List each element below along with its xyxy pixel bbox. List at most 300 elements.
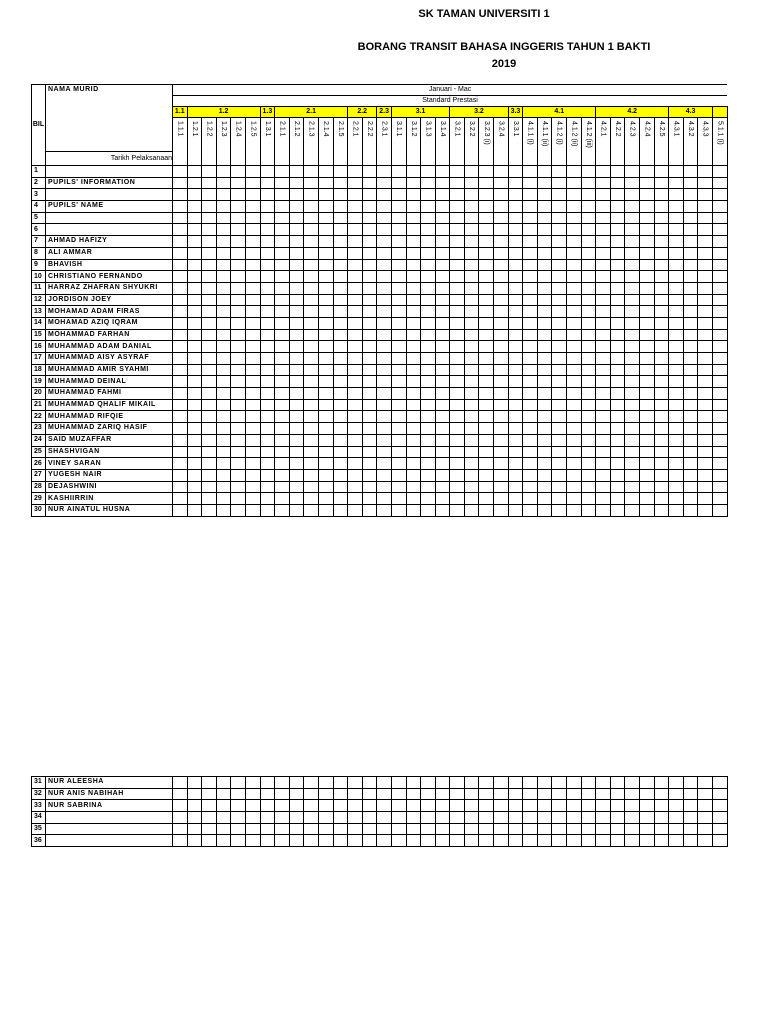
score-cell[interactable]: [567, 458, 582, 470]
score-cell[interactable]: [625, 411, 640, 423]
score-cell[interactable]: [610, 446, 625, 458]
score-cell[interactable]: [479, 823, 494, 835]
score-cell[interactable]: [377, 504, 392, 516]
score-cell[interactable]: [289, 823, 304, 835]
score-cell[interactable]: [625, 364, 640, 376]
score-cell[interactable]: [596, 271, 611, 283]
score-cell[interactable]: [348, 306, 363, 318]
score-cell[interactable]: [348, 177, 363, 189]
score-cell[interactable]: [698, 458, 713, 470]
score-cell[interactable]: [640, 504, 655, 516]
score-cell[interactable]: [304, 212, 319, 224]
score-cell[interactable]: [202, 259, 217, 271]
score-cell[interactable]: [479, 282, 494, 294]
score-cell[interactable]: [464, 177, 479, 189]
score-cell[interactable]: [216, 399, 231, 411]
score-cell[interactable]: [610, 504, 625, 516]
score-cell[interactable]: [406, 434, 421, 446]
score-cell[interactable]: [610, 317, 625, 329]
score-cell[interactable]: [202, 201, 217, 213]
score-cell[interactable]: [683, 504, 698, 516]
score-cell[interactable]: [537, 259, 552, 271]
score-cell[interactable]: [231, 788, 246, 800]
score-cell[interactable]: [260, 353, 275, 365]
score-cell[interactable]: [289, 458, 304, 470]
score-cell[interactable]: [552, 788, 567, 800]
score-cell[interactable]: [596, 236, 611, 248]
score-cell[interactable]: [464, 423, 479, 435]
score-cell[interactable]: [494, 317, 509, 329]
score-cell[interactable]: [552, 353, 567, 365]
score-cell[interactable]: [173, 282, 188, 294]
score-cell[interactable]: [494, 504, 509, 516]
score-cell[interactable]: [640, 777, 655, 789]
score-cell[interactable]: [698, 259, 713, 271]
score-cell[interactable]: [669, 329, 684, 341]
score-cell[interactable]: [377, 317, 392, 329]
score-cell[interactable]: [683, 177, 698, 189]
score-cell[interactable]: [362, 399, 377, 411]
score-cell[interactable]: [712, 224, 727, 236]
score-cell[interactable]: [698, 166, 713, 178]
score-cell[interactable]: [625, 294, 640, 306]
score-cell[interactable]: [494, 341, 509, 353]
score-cell[interactable]: [245, 812, 260, 824]
score-cell[interactable]: [275, 823, 290, 835]
score-cell[interactable]: [304, 434, 319, 446]
score-cell[interactable]: [377, 376, 392, 388]
score-cell[interactable]: [245, 504, 260, 516]
score-cell[interactable]: [260, 329, 275, 341]
score-cell[interactable]: [567, 282, 582, 294]
score-cell[interactable]: [260, 282, 275, 294]
score-cell[interactable]: [712, 353, 727, 365]
score-cell[interactable]: [333, 399, 348, 411]
score-cell[interactable]: [245, 388, 260, 400]
score-cell[interactable]: [260, 388, 275, 400]
score-cell[interactable]: [216, 823, 231, 835]
score-cell[interactable]: [260, 777, 275, 789]
score-cell[interactable]: [640, 189, 655, 201]
score-cell[interactable]: [567, 189, 582, 201]
score-cell[interactable]: [683, 224, 698, 236]
score-cell[interactable]: [348, 458, 363, 470]
score-cell[interactable]: [187, 493, 202, 505]
score-cell[interactable]: [216, 835, 231, 847]
score-cell[interactable]: [187, 329, 202, 341]
score-cell[interactable]: [173, 504, 188, 516]
score-cell[interactable]: [523, 399, 538, 411]
score-cell[interactable]: [552, 777, 567, 789]
score-cell[interactable]: [508, 399, 523, 411]
score-cell[interactable]: [187, 201, 202, 213]
score-cell[interactable]: [216, 353, 231, 365]
score-cell[interactable]: [625, 423, 640, 435]
score-cell[interactable]: [333, 469, 348, 481]
score-cell[interactable]: [260, 259, 275, 271]
score-cell[interactable]: [479, 376, 494, 388]
score-cell[interactable]: [552, 493, 567, 505]
score-cell[interactable]: [348, 504, 363, 516]
score-cell[interactable]: [581, 364, 596, 376]
score-cell[interactable]: [610, 434, 625, 446]
score-cell[interactable]: [173, 788, 188, 800]
score-cell[interactable]: [683, 481, 698, 493]
score-cell[interactable]: [610, 399, 625, 411]
score-cell[interactable]: [508, 317, 523, 329]
score-cell[interactable]: [610, 364, 625, 376]
score-cell[interactable]: [654, 446, 669, 458]
score-cell[interactable]: [275, 236, 290, 248]
score-cell[interactable]: [610, 788, 625, 800]
score-cell[interactable]: [610, 271, 625, 283]
score-cell[interactable]: [610, 236, 625, 248]
score-cell[interactable]: [362, 493, 377, 505]
score-cell[interactable]: [450, 271, 465, 283]
score-cell[interactable]: [421, 777, 436, 789]
score-cell[interactable]: [552, 446, 567, 458]
score-cell[interactable]: [698, 800, 713, 812]
score-cell[interactable]: [435, 271, 450, 283]
score-cell[interactable]: [304, 411, 319, 423]
score-cell[interactable]: [669, 388, 684, 400]
score-cell[interactable]: [318, 788, 333, 800]
score-cell[interactable]: [508, 446, 523, 458]
score-cell[interactable]: [464, 317, 479, 329]
score-cell[interactable]: [231, 800, 246, 812]
score-cell[interactable]: [683, 469, 698, 481]
score-cell[interactable]: [523, 835, 538, 847]
score-cell[interactable]: [173, 341, 188, 353]
score-cell[interactable]: [377, 282, 392, 294]
score-cell[interactable]: [669, 434, 684, 446]
score-cell[interactable]: [260, 341, 275, 353]
score-cell[interactable]: [406, 812, 421, 824]
score-cell[interactable]: [362, 224, 377, 236]
score-cell[interactable]: [712, 788, 727, 800]
score-cell[interactable]: [581, 341, 596, 353]
score-cell[interactable]: [698, 353, 713, 365]
score-cell[interactable]: [494, 434, 509, 446]
score-cell[interactable]: [494, 201, 509, 213]
score-cell[interactable]: [260, 294, 275, 306]
score-cell[interactable]: [654, 306, 669, 318]
score-cell[interactable]: [333, 481, 348, 493]
score-cell[interactable]: [333, 259, 348, 271]
score-cell[interactable]: [712, 812, 727, 824]
score-cell[interactable]: [318, 282, 333, 294]
score-cell[interactable]: [304, 777, 319, 789]
score-cell[interactable]: [377, 212, 392, 224]
score-cell[interactable]: [683, 341, 698, 353]
score-cell[interactable]: [450, 236, 465, 248]
score-cell[interactable]: [421, 788, 436, 800]
score-cell[interactable]: [187, 388, 202, 400]
score-cell[interactable]: [552, 504, 567, 516]
score-cell[interactable]: [377, 294, 392, 306]
score-cell[interactable]: [304, 317, 319, 329]
score-cell[interactable]: [421, 423, 436, 435]
score-cell[interactable]: [216, 469, 231, 481]
score-cell[interactable]: [202, 376, 217, 388]
score-cell[interactable]: [289, 423, 304, 435]
score-cell[interactable]: [596, 341, 611, 353]
score-cell[interactable]: [464, 835, 479, 847]
score-cell[interactable]: [508, 469, 523, 481]
score-cell[interactable]: [625, 376, 640, 388]
score-cell[interactable]: [683, 376, 698, 388]
score-cell[interactable]: [523, 306, 538, 318]
score-cell[interactable]: [450, 259, 465, 271]
score-cell[interactable]: [318, 201, 333, 213]
score-cell[interactable]: [464, 458, 479, 470]
score-cell[interactable]: [669, 201, 684, 213]
score-cell[interactable]: [406, 236, 421, 248]
score-cell[interactable]: [391, 224, 406, 236]
score-cell[interactable]: [537, 364, 552, 376]
score-cell[interactable]: [216, 236, 231, 248]
score-cell[interactable]: [596, 376, 611, 388]
score-cell[interactable]: [581, 800, 596, 812]
score-cell[interactable]: [260, 423, 275, 435]
score-cell[interactable]: [421, 294, 436, 306]
score-cell[interactable]: [508, 236, 523, 248]
score-cell[interactable]: [654, 800, 669, 812]
score-cell[interactable]: [362, 317, 377, 329]
score-cell[interactable]: [275, 224, 290, 236]
score-cell[interactable]: [187, 481, 202, 493]
score-cell[interactable]: [523, 376, 538, 388]
score-cell[interactable]: [231, 777, 246, 789]
score-cell[interactable]: [712, 469, 727, 481]
score-cell[interactable]: [567, 388, 582, 400]
score-cell[interactable]: [537, 493, 552, 505]
score-cell[interactable]: [245, 294, 260, 306]
score-cell[interactable]: [362, 259, 377, 271]
score-cell[interactable]: [289, 411, 304, 423]
score-cell[interactable]: [712, 201, 727, 213]
score-cell[interactable]: [537, 812, 552, 824]
score-cell[interactable]: [202, 800, 217, 812]
score-cell[interactable]: [406, 788, 421, 800]
score-cell[interactable]: [523, 777, 538, 789]
score-cell[interactable]: [216, 259, 231, 271]
score-cell[interactable]: [333, 189, 348, 201]
score-cell[interactable]: [523, 329, 538, 341]
score-cell[interactable]: [610, 800, 625, 812]
score-cell[interactable]: [640, 481, 655, 493]
score-cell[interactable]: [202, 493, 217, 505]
score-cell[interactable]: [333, 800, 348, 812]
score-cell[interactable]: [640, 388, 655, 400]
score-cell[interactable]: [596, 504, 611, 516]
score-cell[interactable]: [318, 411, 333, 423]
score-cell[interactable]: [187, 224, 202, 236]
score-cell[interactable]: [318, 388, 333, 400]
score-cell[interactable]: [391, 317, 406, 329]
score-cell[interactable]: [610, 423, 625, 435]
score-cell[interactable]: [333, 788, 348, 800]
score-cell[interactable]: [348, 812, 363, 824]
score-cell[interactable]: [421, 411, 436, 423]
score-cell[interactable]: [552, 388, 567, 400]
score-cell[interactable]: [464, 224, 479, 236]
score-cell[interactable]: [377, 177, 392, 189]
score-cell[interactable]: [173, 823, 188, 835]
score-cell[interactable]: [245, 434, 260, 446]
score-cell[interactable]: [596, 388, 611, 400]
score-cell[interactable]: [275, 212, 290, 224]
score-cell[interactable]: [654, 271, 669, 283]
score-cell[interactable]: [508, 812, 523, 824]
score-cell[interactable]: [202, 353, 217, 365]
score-cell[interactable]: [377, 399, 392, 411]
score-cell[interactable]: [596, 423, 611, 435]
score-cell[interactable]: [289, 504, 304, 516]
score-cell[interactable]: [275, 271, 290, 283]
score-cell[interactable]: [508, 329, 523, 341]
score-cell[interactable]: [712, 282, 727, 294]
score-cell[interactable]: [625, 189, 640, 201]
score-cell[interactable]: [669, 446, 684, 458]
score-cell[interactable]: [304, 329, 319, 341]
score-cell[interactable]: [318, 294, 333, 306]
score-cell[interactable]: [421, 271, 436, 283]
score-cell[interactable]: [669, 399, 684, 411]
score-cell[interactable]: [537, 481, 552, 493]
score-cell[interactable]: [523, 446, 538, 458]
score-cell[interactable]: [640, 458, 655, 470]
score-cell[interactable]: [464, 446, 479, 458]
score-cell[interactable]: [450, 247, 465, 259]
score-cell[interactable]: [362, 835, 377, 847]
score-cell[interactable]: [640, 823, 655, 835]
score-cell[interactable]: [173, 247, 188, 259]
score-cell[interactable]: [712, 259, 727, 271]
score-cell[interactable]: [421, 376, 436, 388]
score-cell[interactable]: [187, 177, 202, 189]
score-cell[interactable]: [173, 212, 188, 224]
score-cell[interactable]: [435, 166, 450, 178]
score-cell[interactable]: [173, 458, 188, 470]
score-cell[interactable]: [596, 212, 611, 224]
score-cell[interactable]: [508, 306, 523, 318]
score-cell[interactable]: [537, 224, 552, 236]
score-cell[interactable]: [669, 376, 684, 388]
score-cell[interactable]: [173, 812, 188, 824]
score-cell[interactable]: [523, 189, 538, 201]
score-cell[interactable]: [712, 317, 727, 329]
score-cell[interactable]: [421, 458, 436, 470]
score-cell[interactable]: [304, 788, 319, 800]
score-cell[interactable]: [216, 247, 231, 259]
score-cell[interactable]: [610, 282, 625, 294]
score-cell[interactable]: [202, 282, 217, 294]
score-cell[interactable]: [596, 353, 611, 365]
score-cell[interactable]: [640, 493, 655, 505]
score-cell[interactable]: [289, 212, 304, 224]
score-cell[interactable]: [260, 364, 275, 376]
score-cell[interactable]: [231, 353, 246, 365]
score-cell[interactable]: [450, 329, 465, 341]
score-cell[interactable]: [581, 201, 596, 213]
score-cell[interactable]: [318, 364, 333, 376]
score-cell[interactable]: [537, 294, 552, 306]
score-cell[interactable]: [450, 212, 465, 224]
score-cell[interactable]: [202, 236, 217, 248]
score-cell[interactable]: [596, 294, 611, 306]
score-cell[interactable]: [669, 493, 684, 505]
score-cell[interactable]: [567, 236, 582, 248]
score-cell[interactable]: [494, 236, 509, 248]
score-cell[interactable]: [406, 294, 421, 306]
score-cell[interactable]: [625, 282, 640, 294]
score-cell[interactable]: [567, 434, 582, 446]
score-cell[interactable]: [552, 800, 567, 812]
score-cell[interactable]: [552, 364, 567, 376]
score-cell[interactable]: [552, 423, 567, 435]
score-cell[interactable]: [187, 317, 202, 329]
score-cell[interactable]: [348, 399, 363, 411]
score-cell[interactable]: [245, 823, 260, 835]
score-cell[interactable]: [362, 201, 377, 213]
score-cell[interactable]: [421, 469, 436, 481]
score-cell[interactable]: [333, 271, 348, 283]
score-cell[interactable]: [173, 271, 188, 283]
score-cell[interactable]: [245, 376, 260, 388]
score-cell[interactable]: [610, 812, 625, 824]
score-cell[interactable]: [289, 341, 304, 353]
score-cell[interactable]: [187, 166, 202, 178]
score-cell[interactable]: [698, 212, 713, 224]
score-cell[interactable]: [596, 364, 611, 376]
score-cell[interactable]: [610, 224, 625, 236]
score-cell[interactable]: [275, 493, 290, 505]
score-cell[interactable]: [275, 800, 290, 812]
score-cell[interactable]: [698, 823, 713, 835]
score-cell[interactable]: [275, 411, 290, 423]
score-cell[interactable]: [231, 317, 246, 329]
score-cell[interactable]: [698, 388, 713, 400]
score-cell[interactable]: [683, 446, 698, 458]
score-cell[interactable]: [479, 236, 494, 248]
score-cell[interactable]: [494, 788, 509, 800]
score-cell[interactable]: [523, 423, 538, 435]
score-cell[interactable]: [377, 777, 392, 789]
score-cell[interactable]: [640, 247, 655, 259]
score-cell[interactable]: [567, 376, 582, 388]
score-cell[interactable]: [202, 777, 217, 789]
score-cell[interactable]: [596, 411, 611, 423]
score-cell[interactable]: [450, 388, 465, 400]
score-cell[interactable]: [712, 271, 727, 283]
score-cell[interactable]: [552, 341, 567, 353]
score-cell[interactable]: [508, 364, 523, 376]
score-cell[interactable]: [669, 800, 684, 812]
score-cell[interactable]: [289, 376, 304, 388]
score-cell[interactable]: [537, 434, 552, 446]
score-cell[interactable]: [450, 446, 465, 458]
score-cell[interactable]: [421, 341, 436, 353]
score-cell[interactable]: [333, 317, 348, 329]
score-cell[interactable]: [537, 411, 552, 423]
score-cell[interactable]: [450, 835, 465, 847]
score-cell[interactable]: [289, 294, 304, 306]
score-cell[interactable]: [260, 236, 275, 248]
score-cell[interactable]: [304, 353, 319, 365]
score-cell[interactable]: [216, 329, 231, 341]
score-cell[interactable]: [391, 481, 406, 493]
